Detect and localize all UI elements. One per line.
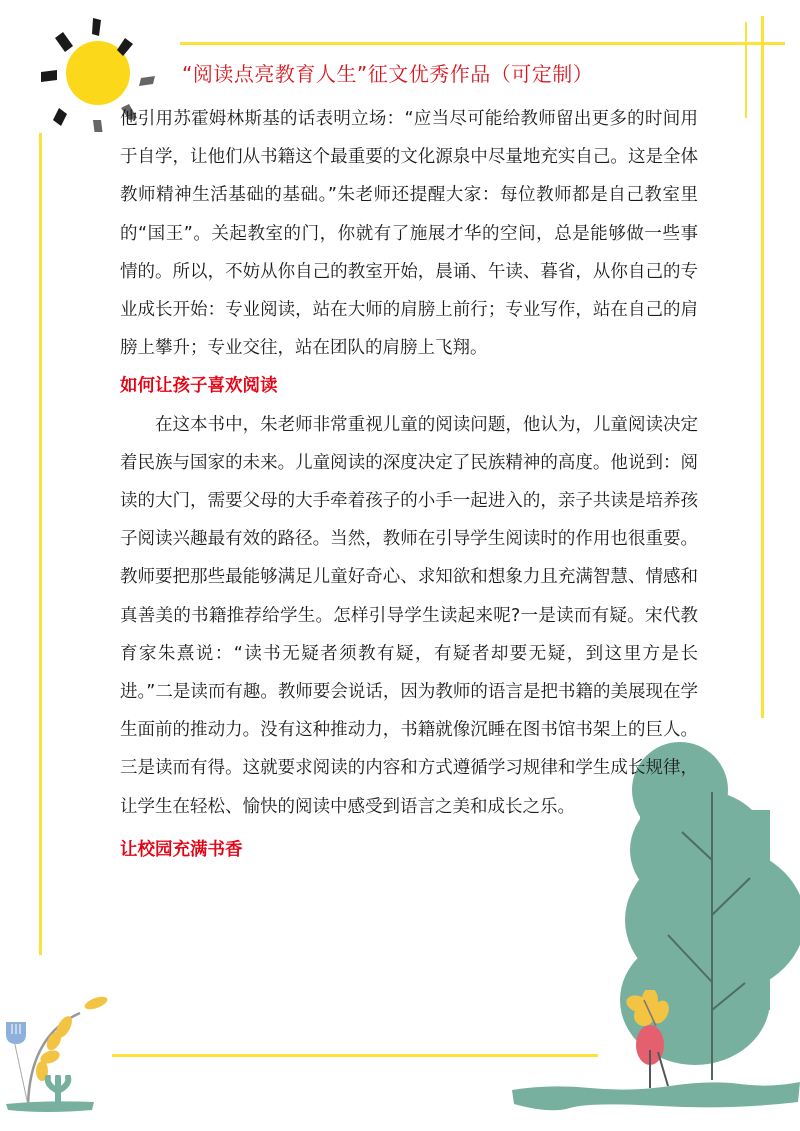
grass-icon (6, 1100, 96, 1114)
section-heading: 如何让孩子喜欢阅读 (120, 376, 278, 397)
radish-icon (620, 990, 690, 1090)
article-body (120, 100, 698, 869)
document-title: “阅读点亮教育人生”征文优秀作品（可定制） (182, 62, 594, 86)
border-bottom-line (112, 1054, 598, 1057)
border-right-outer-line (761, 16, 764, 718)
border-top-line (180, 42, 785, 45)
paragraph: 在这本书中，朱老师非常重视儿童的阅读问题，他认为，儿童阅读决定着民族与国家的未来。儿童阅读的深度决定了民族精神的高度。他说到：阅读的大门，需要父母的大手牵着孩子的小手一起进入的，亲子共读是培养孩子阅读兴趣最有效的路径。当然，教师在引导学生阅读时的作用也很重要。教师要把那些最能够满足儿童好奇心、求知欲和想象力且充满智慧、情感和真善美的书籍推荐给学生。怎样引导学生读起来呢?一是读而有疑。宋代教育家朱熹说：“读书无疑者须教有疑，有疑者却要无疑，到这里方是长进。”二是读而有趣。教师要会说话，因为教师的语言是把书籍的美展现在学生面前的推动力。没有这种推动力，书籍就像沉睡在图书馆书架上的巨人。三是读而有得。这就要求阅读的内容和方式遵循学习规律和学生成长规律，让学生在轻松、愉快的阅读中感受到语言之美和成长之乐。 (120, 414, 698, 817)
section-heading: 让校园充满书香 (120, 839, 243, 860)
border-right-inner-line (745, 22, 747, 118)
paragraph: 他引用苏霍姆林斯基的话表明立场：“应当尽可能给教师留出更多的时间用于自学，让他们从书籍这个最重要的文化源泉中尽量地充实自己。这是全体教师精神生活基础的基础。”朱老师还提醒大家：每位教师都是自己教室里的“国王”。关起教室的门，你就有了施展才华的空间，总是能够做一些事情的。所以，不妨从你自己的教室开始，晨诵、午读、暮省，从你自己的专业成长开始：专业阅读，站在大师的肩膀上前行；专业写作，站在自己的肩膀上攀升；专业交往，站在团队的肩膀上飞翔。 (120, 109, 698, 359)
flower-icon (4, 1020, 28, 1050)
border-left-line (39, 133, 42, 955)
